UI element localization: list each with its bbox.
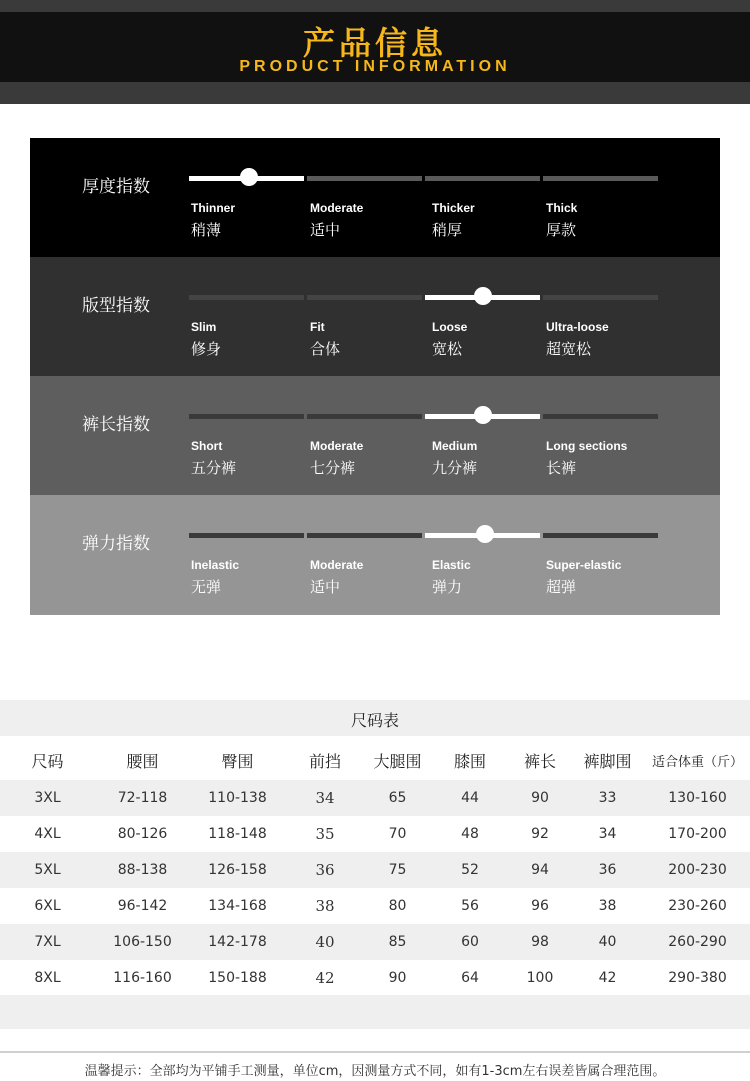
table-cell: 96 [531, 898, 549, 914]
scale-segment [307, 414, 422, 419]
index-label: 厚度指数 [82, 177, 150, 197]
table-cell: 35 [315, 825, 335, 843]
option-label-cn: 适中 [310, 221, 341, 239]
table-cell: 40 [570, 924, 645, 960]
table-cell: 42 [315, 969, 335, 987]
option-label-en: Inelastic [191, 558, 240, 572]
column-header: 臀围 [221, 751, 254, 771]
table-row [0, 816, 750, 852]
table-cell: 110-138 [190, 780, 285, 816]
table-cell: 260-290 [645, 924, 750, 960]
scale-marker [476, 525, 494, 543]
table-cell: 7XL [0, 924, 95, 960]
scale-segment [307, 533, 422, 538]
option-label-en: Thick [546, 201, 578, 215]
table-cell: 134-168 [208, 898, 267, 914]
table-cell: 88-138 [95, 852, 190, 888]
header-band-top [0, 0, 750, 12]
table-cell: 92 [531, 826, 549, 842]
table-row [0, 960, 750, 996]
footer-divider [0, 1051, 750, 1053]
column-header: 前挡 [308, 751, 341, 771]
table-cell: 70 [388, 826, 407, 842]
footer-note: 温馨提示：全部均为平铺手工测量，单位cm，因测量方式不同，如有1-3cm左右误差皆属合理范围。 [84, 1064, 666, 1079]
table-cell: 116-160 [113, 970, 172, 986]
option-label-cn: 超弹 [546, 578, 577, 596]
option-label-en: Fit [310, 320, 325, 334]
option-label-cn: 超宽松 [546, 340, 592, 358]
table-cell: 56 [461, 898, 479, 914]
scale-segment [307, 176, 422, 181]
size-chart-table [0, 740, 750, 996]
table-cell: 38 [598, 898, 617, 914]
table-cell: 150-188 [208, 970, 267, 986]
scale-segment [543, 176, 658, 181]
table-cell: 3XL [0, 780, 95, 816]
scale-segment [543, 295, 658, 300]
table-cell: 36 [570, 852, 645, 888]
table-cell: 80-126 [117, 826, 168, 842]
table-cell: 118-148 [208, 826, 267, 842]
option-label-cn: 九分裤 [432, 459, 478, 477]
option-label-en: Short [191, 439, 223, 453]
option-label-en: Elastic [432, 558, 471, 572]
table-cell: 290-380 [668, 970, 727, 986]
scale-segment [425, 176, 540, 181]
table-cell: 106-150 [95, 924, 190, 960]
table-cell: 34 [285, 780, 365, 816]
index-label: 裤长指数 [82, 415, 150, 435]
table-cell: 130-160 [645, 780, 750, 816]
header-band-bottom [0, 82, 750, 104]
option-label-en: Long sections [546, 439, 628, 453]
option-label-en: Slim [191, 320, 217, 334]
table-spacer [0, 995, 750, 1029]
table-cell: 44 [430, 780, 510, 816]
option-label-en: Ultra-loose [546, 320, 609, 334]
table-row [0, 888, 750, 924]
option-label-en: Medium [432, 439, 478, 453]
table-cell: 60 [430, 924, 510, 960]
table-cell: 65 [365, 780, 430, 816]
table-cell: 170-200 [668, 826, 727, 842]
page-title: 产品信息 [302, 24, 447, 62]
scale-segment [189, 414, 304, 419]
table-cell: 40 [285, 924, 365, 960]
scale-segment [307, 295, 422, 300]
scale-segment [543, 414, 658, 419]
table-row [0, 852, 750, 888]
page-subtitle: PRODUCT INFORMATION [239, 58, 511, 75]
column-header: 适合体重（斤） [651, 754, 743, 770]
table-cell: 8XL [34, 970, 61, 986]
option-label-cn: 五分裤 [191, 459, 237, 477]
option-label-cn: 稍厚 [432, 221, 463, 239]
column-header: 尺码 [31, 751, 64, 771]
size-chart-title: 尺码表 [350, 711, 399, 730]
table-cell: 4XL [34, 826, 61, 842]
index-label: 版型指数 [82, 296, 150, 316]
table-cell: 126-158 [190, 852, 285, 888]
index-row [30, 138, 720, 257]
table-cell: 38 [315, 897, 335, 915]
column-header: 腰围 [126, 751, 159, 771]
option-label-cn: 适中 [310, 578, 341, 596]
table-cell: 90 [510, 780, 570, 816]
option-label-cn: 厚款 [546, 221, 577, 239]
option-label-en: Moderate [310, 558, 364, 572]
size-chart-title-bar [0, 700, 750, 736]
option-label-en: Thinner [191, 201, 235, 215]
option-label-cn: 宽松 [432, 340, 463, 358]
table-cell: 42 [598, 970, 617, 986]
option-label-cn: 稍薄 [191, 221, 222, 239]
option-label-en: Moderate [310, 439, 364, 453]
option-label-cn: 修身 [191, 340, 222, 358]
column-header: 膝围 [453, 751, 486, 771]
table-cell: 85 [365, 924, 430, 960]
table-cell: 48 [461, 826, 479, 842]
table-cell: 200-230 [645, 852, 750, 888]
table-header-row [0, 740, 750, 780]
table-cell: 34 [598, 826, 617, 842]
column-header: 大腿围 [373, 751, 422, 771]
table-row [0, 780, 750, 816]
table-cell: 5XL [0, 852, 95, 888]
index-label: 弹力指数 [82, 534, 150, 554]
column-header: 裤长 [523, 751, 556, 771]
table-cell: 98 [510, 924, 570, 960]
option-label-cn: 弹力 [432, 578, 463, 596]
scale-segment [189, 533, 304, 538]
table-cell: 75 [365, 852, 430, 888]
index-row [30, 495, 720, 615]
scale-segment [189, 295, 304, 300]
table-row [0, 924, 750, 960]
scale-segment [543, 533, 658, 538]
table-cell: 80 [388, 898, 407, 914]
scale-marker [474, 406, 492, 424]
option-label-en: Super-elastic [546, 558, 622, 572]
table-cell: 230-260 [668, 898, 727, 914]
table-cell: 100 [526, 970, 554, 986]
table-cell: 52 [430, 852, 510, 888]
option-label-cn: 合体 [310, 340, 341, 358]
option-label-en: Moderate [310, 201, 364, 215]
table-cell: 72-118 [95, 780, 190, 816]
table-cell: 64 [461, 970, 479, 986]
table-cell: 94 [510, 852, 570, 888]
option-label-cn: 长裤 [546, 459, 577, 477]
table-cell: 6XL [34, 898, 61, 914]
option-label-en: Loose [432, 320, 468, 334]
column-header: 裤脚围 [583, 751, 632, 771]
table-cell: 96-142 [117, 898, 168, 914]
scale-marker [240, 168, 258, 186]
header-banner [0, 0, 750, 104]
table-cell: 142-178 [190, 924, 285, 960]
table-cell: 33 [570, 780, 645, 816]
option-label-cn: 无弹 [191, 578, 222, 596]
index-panel [30, 138, 720, 615]
table-cell: 90 [388, 970, 407, 986]
option-label-en: Thicker [432, 201, 475, 215]
index-row [30, 376, 720, 495]
scale-marker [474, 287, 492, 305]
table-cell: 36 [285, 852, 365, 888]
option-label-cn: 七分裤 [310, 459, 356, 477]
index-row [30, 257, 720, 376]
